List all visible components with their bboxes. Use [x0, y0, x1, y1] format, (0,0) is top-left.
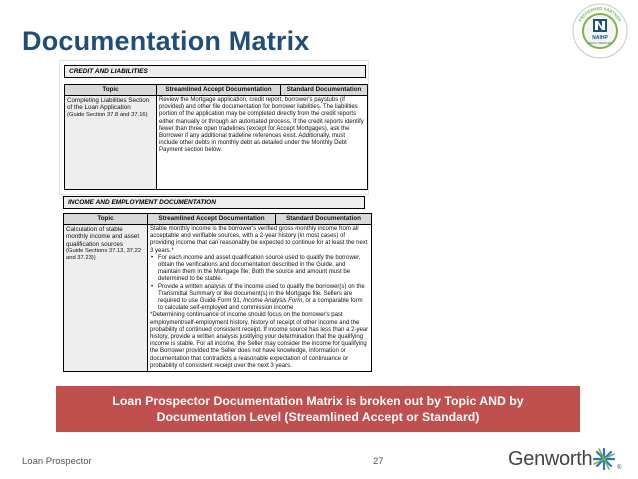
income-bullet-1: • For each income and asset qualification source used to qualify the borrower, obtain the verifications and documentation described in the Guide, and maintain them in the Mortgage file. Both the source and amount must be determined to be stable. [150, 255, 369, 284]
registered-mark: ® [617, 465, 622, 471]
callout-line-1: Loan Prospector Documentation Matrix is broken out by Topic AND by [112, 394, 524, 408]
credit-topic-ref: (Guide Section 37.8 and 37.16) [67, 111, 148, 118]
income-body-cell [148, 225, 372, 372]
page-title: Documentation Matrix [22, 26, 310, 56]
credit-liabilities-document [59, 60, 369, 195]
genworth-starburst-icon [591, 446, 625, 472]
badge-sub-text: NAFCU SERVICES [588, 42, 612, 45]
income-section-heading: INCOME AND EMPLOYMENT DOCUMENTATION [63, 196, 365, 209]
credit-topic: Completing Liabilities Section of the Loan Application [67, 97, 150, 112]
credit-body: Review the Mortgage application, credit report, borrower's paystubs (if provided) and other file documentation for borrower liabilities. The liabilities portion of the application may be completed directly from the credit reports either manually or through an automated process. If the credit reports identify fewer than three open tradelines (except for Accept Mortgages), ask the Borrower if any additional tradeline references exist. Additionally, must include other debts in monthly debt as detailed under the Monthly Debt Payment section below. [159, 97, 364, 154]
callout-line-2: Documentation Level (Streamlined Accept or Standard) [156, 410, 480, 424]
badge-ring-text: PREFERRED PARTNER [577, 5, 623, 23]
column-header-standard: Standard Documentation [281, 85, 368, 96]
callout-banner [56, 386, 580, 432]
preferred-partner-badge-icon [571, 2, 629, 60]
income-bullet-2-tail: , or a comparable form to calculate self-employed and commission income [158, 298, 363, 312]
income-analysis-form-name: Income Analysis Form [243, 298, 303, 305]
page-number: 27 [373, 456, 384, 467]
credit-body-cell [157, 96, 368, 190]
column-header-topic: Topic [64, 214, 148, 225]
column-header-topic: Topic [65, 85, 157, 96]
column-header-standard: Standard Documentation [276, 214, 372, 225]
badge-logo-text: NAIHP [592, 35, 608, 41]
income-topic: Calculation of stable monthly income and asset qualification sources [66, 226, 140, 248]
income-topic-ref: (Guide Sections 37.13, 37.22 and 37.23)) [66, 247, 142, 261]
income-topic-cell [64, 225, 148, 372]
column-header-streamlined: Streamlined Accept Documentation [148, 214, 276, 225]
genworth-logo-text: Genworth [508, 448, 593, 470]
credit-topic-cell [65, 96, 157, 190]
credit-table [64, 84, 368, 190]
credit-section-heading: CREDIT AND LIABILITIES [64, 65, 366, 78]
footer-label: Loan Prospector [22, 456, 92, 467]
income-table [63, 213, 372, 372]
income-employment-document [59, 196, 374, 401]
income-note: *Determining continuance of income should focus on the borrower's past employment/self-employment history, history of receipt of other income and the probability of continued consistent receipt. If income source has less than a 2-year history, provide a written analysis justifying your determination that the qualifying income is stable. For all income, the Seller may consider the income for qualifying the Borrower provided the Seller does not have knowledge, information or documentation that contradicts a reasonable expectation of continuance or probability of consistent receipt over the next 3 years. [150, 312, 369, 369]
income-bullet-2 [150, 284, 369, 313]
column-header-streamlined: Streamlined Accept Documentation [157, 85, 281, 96]
income-intro: Stable monthly income is the borrower's verified gross monthly income from all acceptable and verifiable sources, with a 2-year history (in most cases) of providing income that can reasonably be expected to continue for at least the next 3 years.* [150, 226, 368, 254]
income-bullet-2-text: Provide a written analysis of the income used to qualify the borrower(s) on the Transmittal Summary or like document(s) in the Mortgage file. Sellers are required to use Guide Form 91, [158, 283, 365, 305]
